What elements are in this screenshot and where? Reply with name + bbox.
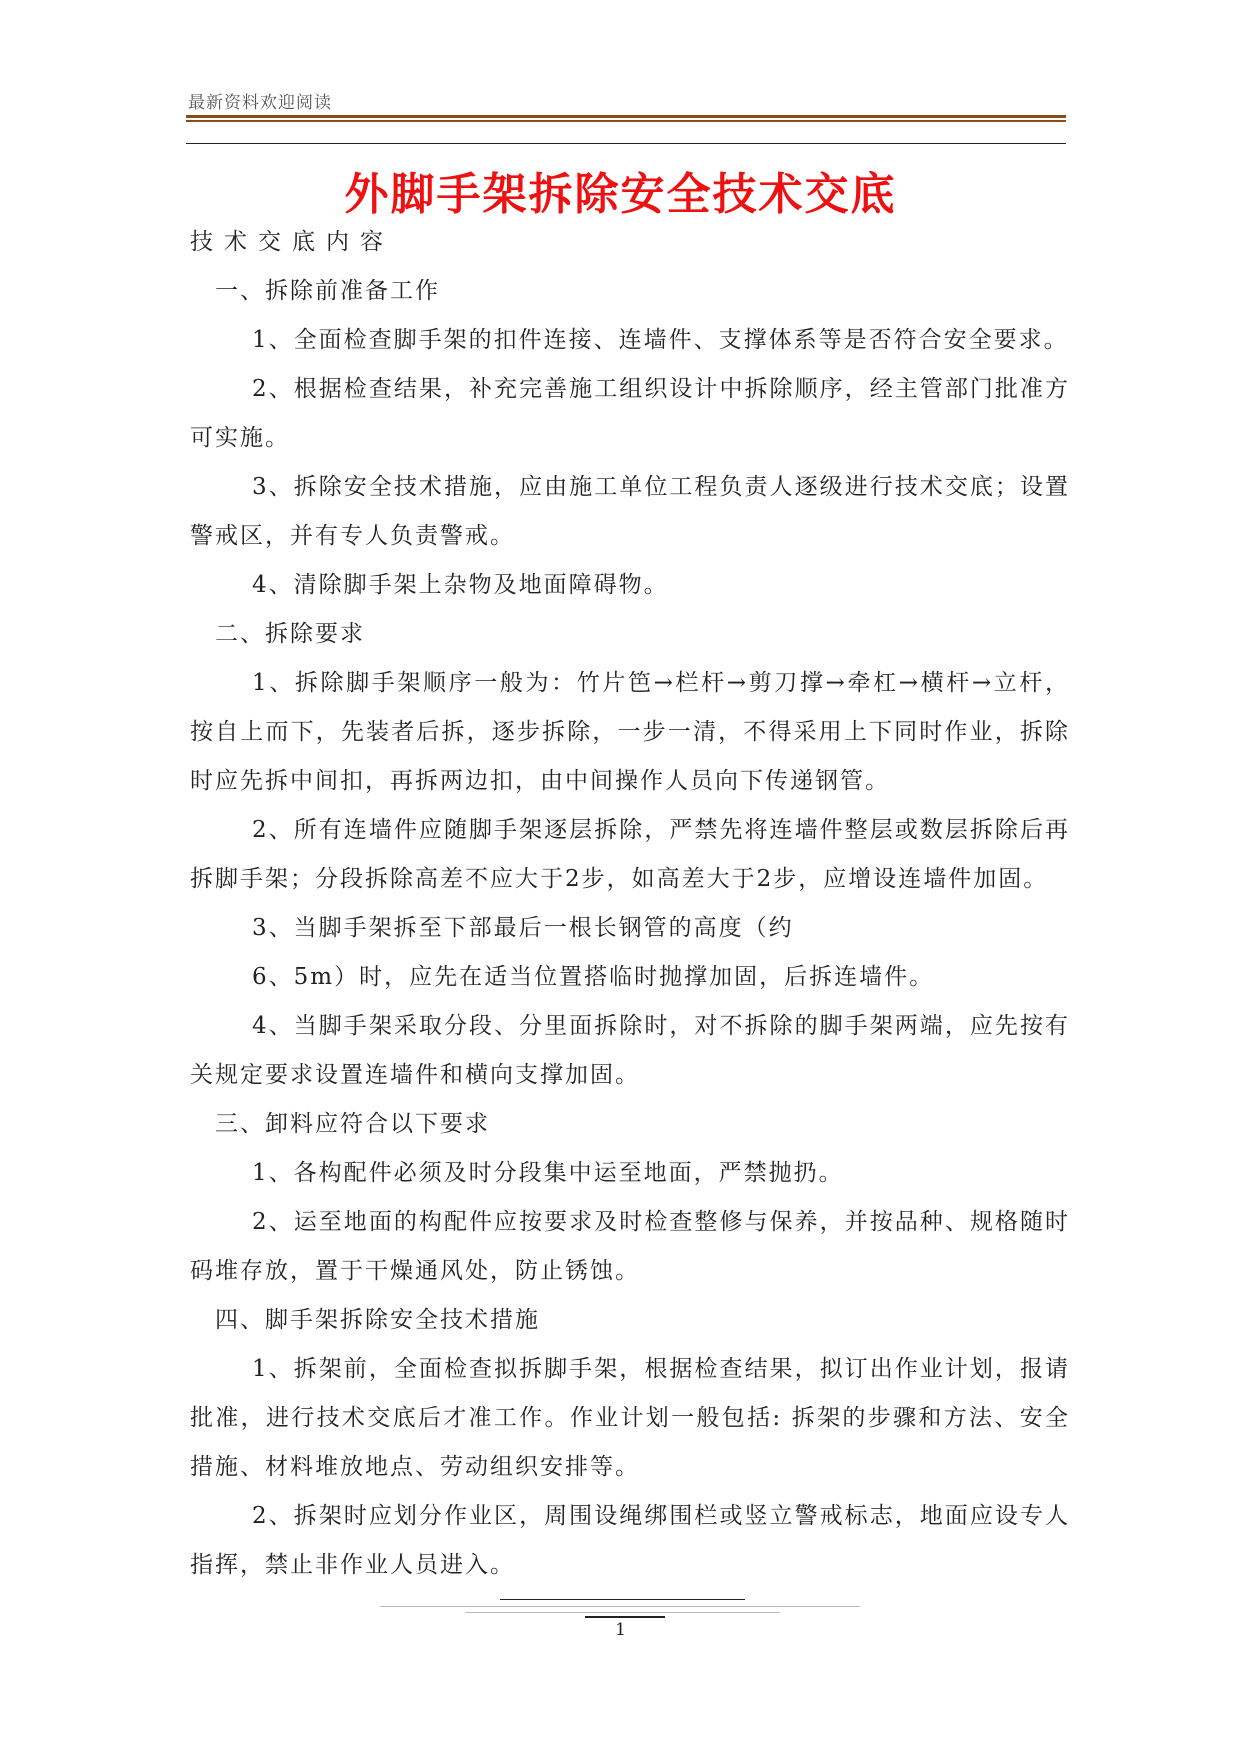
paragraph: 2、所有连墙件应随脚手架逐层拆除，严禁先将连墙件整层或数层拆除后再拆脚手架；分段拆除高差不应大于2步，如高差大于2步，应增设连墙件加固。 bbox=[190, 817, 1070, 892]
paragraph: 4、清除脚手架上杂物及地面障碍物。 bbox=[252, 572, 669, 598]
footer-rule bbox=[465, 1612, 780, 1613]
section-heading: 四、脚手架拆除安全技术措施 bbox=[215, 1307, 540, 1333]
page-number: 1 bbox=[615, 1620, 626, 1640]
paragraph: 1、拆除脚手架顺序一般为：竹片笆→栏杆→剪刀撑→牵杠→横杆→立杆，按自上而下，先装者后拆，逐步拆除，一步一清，不得采用上下同时作业，拆除时应先拆中间扣，再拆两边扣，由中间操作人员向下传递钢管。 bbox=[190, 670, 1070, 794]
header-rule-thin bbox=[186, 143, 1066, 144]
paragraph: 3、拆除安全技术措施，应由施工单位工程负责人逐级进行技术交底；设置警戒区，并有专人负责警戒。 bbox=[190, 474, 1070, 549]
document-title: 外脚手架拆除安全技术交底 bbox=[344, 169, 897, 220]
paragraph: 2、运至地面的构配件应按要求及时检查整修与保养，并按品种、规格随时码堆存放，置于干燥通风处，防止锈蚀。 bbox=[190, 1209, 1070, 1284]
section-heading: 三、卸料应符合以下要求 bbox=[215, 1111, 490, 1137]
paragraph: 3、当脚手架拆至下部最后一根长钢管的高度（约 bbox=[252, 915, 794, 941]
header-rule-thick-2 bbox=[186, 120, 1066, 122]
paragraph: 6、5m）时，应先在适当位置搭临时抛撑加固，后拆连墙件。 bbox=[252, 964, 935, 990]
paragraph: 4、当脚手架采取分段、分里面拆除时，对不拆除的脚手架两端，应先按有关规定要求设置连墙件和横向支撑加固。 bbox=[190, 1013, 1070, 1088]
section-heading: 一、拆除前准备工作 bbox=[215, 278, 440, 304]
footer-rule bbox=[380, 1606, 860, 1607]
paragraph: 1、各构配件必须及时分段集中运至地面，严禁抛扔。 bbox=[252, 1160, 844, 1186]
footer-rule bbox=[585, 1616, 665, 1618]
page-header: 最新资料欢迎阅读 bbox=[188, 93, 332, 113]
paragraph: 1、拆架前，全面检查拟拆脚手架，根据检查结果，拟订出作业计划，报请批准，进行技术交底后才准工作。作业计划一般包括: 拆架的步骤和方法、安全措施、材料堆放地点、劳动组织安排等。 bbox=[190, 1356, 1070, 1480]
paragraph: 2、根据检查结果，补充完善施工组织设计中拆除顺序，经主管部门批准方可实施。 bbox=[190, 376, 1070, 451]
paragraph: 1、全面检查脚手架的扣件连接、连墙件、支撑体系等是否符合安全要求。 bbox=[252, 327, 1069, 353]
section-heading: 二、拆除要求 bbox=[215, 621, 365, 647]
paragraph: 2、拆架时应划分作业区，周围设绳绑围栏或竖立警戒标志，地面应设专人指挥，禁止非作业人员进入。 bbox=[190, 1503, 1070, 1578]
header-rule-thick bbox=[186, 115, 1066, 118]
document-body bbox=[190, 218, 1070, 1590]
footer-rule bbox=[500, 1599, 745, 1600]
subtitle: 技术交底内容 bbox=[190, 229, 394, 255]
